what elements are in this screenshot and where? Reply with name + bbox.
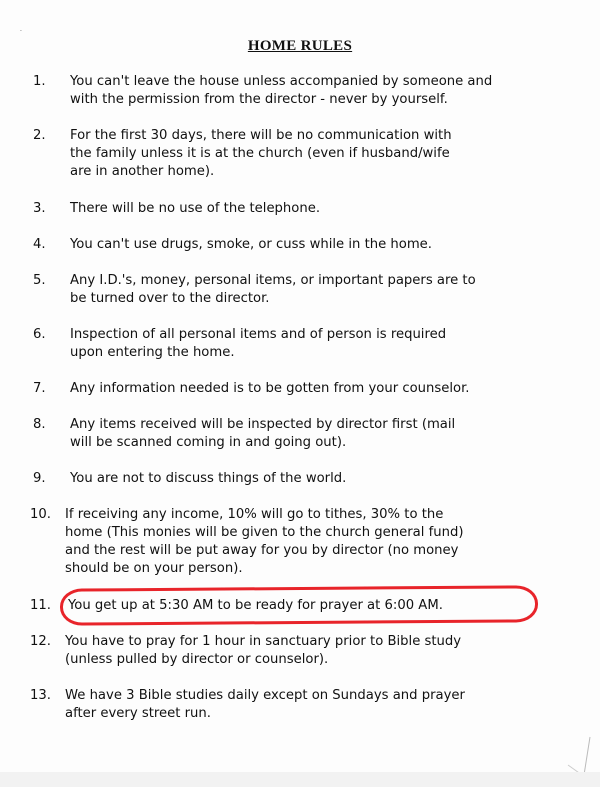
rule-line: We have 3 Bible studies daily except on Sundays and prayer — [65, 688, 465, 703]
rule-number: 8. — [33, 417, 46, 432]
scan-speck: · — [20, 28, 22, 35]
rule-number: 5. — [33, 273, 46, 288]
scan-bottom-edge — [0, 772, 600, 787]
rule-line: after every street run. — [65, 706, 211, 721]
rule-line: You can't leave the house unless accompanied by someone and — [70, 74, 493, 89]
rule-number: 1. — [33, 74, 46, 89]
rule-line: Any items received will be inspected by director first (mail — [70, 417, 456, 432]
rule-line: be turned over to the director. — [70, 291, 270, 306]
rule-text — [70, 326, 565, 362]
rule-line: You get up at 5:30 AM to be ready for prayer at 6:00 AM. — [68, 598, 443, 613]
rule-line: will be scanned coming in and going out). — [70, 435, 347, 450]
rule-line: should be on your person). — [65, 561, 243, 576]
rule-line: There will be no use of the telephone. — [70, 201, 321, 216]
rule-line: You can't use drugs, smoke, or cuss while in the home. — [70, 237, 432, 252]
page-title: HOME RULES — [247, 38, 353, 54]
rule-line: You are not to discuss things of the world. — [70, 471, 347, 486]
rule-number: 3. — [33, 201, 46, 216]
rule-text — [70, 380, 565, 398]
rule-number: 4. — [33, 237, 46, 252]
rule-line: Inspection of all personal items and of person is required — [70, 327, 447, 342]
rule-line: Any information needed is to be gotten from your counselor. — [70, 381, 470, 396]
rule-text — [70, 236, 565, 254]
rule-text — [70, 416, 565, 452]
rule-text — [65, 633, 560, 669]
rule-number: 10. — [30, 507, 51, 522]
rule-text — [70, 73, 565, 109]
rule-line: For the first 30 days, there will be no communication with — [70, 128, 452, 143]
rule-number: 13. — [30, 688, 51, 703]
rule-line: (unless pulled by director or counselor). — [65, 652, 329, 667]
rule-number: 11. — [30, 598, 51, 613]
rule-line: the family unless it is at the church (even if husband/wife — [70, 146, 450, 161]
rule-line: upon entering the home. — [70, 345, 235, 360]
red-highlight-circle — [60, 585, 538, 625]
rule-text — [70, 200, 565, 218]
rule-line: home (This monies will be given to the church general fund) — [65, 525, 464, 540]
rule-line: You have to pray for 1 hour in sanctuary prior to Bible study — [65, 634, 462, 649]
rule-line: and the rest will be put away for you by director (no money — [65, 543, 459, 558]
rule-text — [70, 272, 565, 308]
rule-text — [65, 506, 560, 578]
rule-text — [70, 470, 565, 488]
rule-line: If receiving any income, 10% will go to tithes, 30% to the — [65, 507, 444, 522]
rule-number: 6. — [33, 327, 46, 342]
rule-number: 7. — [33, 381, 46, 396]
rule-text — [65, 687, 560, 723]
rule-text — [70, 127, 565, 181]
rule-number: 12. — [30, 634, 51, 649]
rule-number: 2. — [33, 128, 46, 143]
rule-line: are in another home). — [70, 164, 215, 179]
rule-number: 9. — [33, 471, 46, 486]
rule-line: with the permission from the director - never by yourself. — [70, 92, 448, 107]
rule-line: Any I.D.'s, money, personal items, or important papers are to — [70, 273, 476, 288]
